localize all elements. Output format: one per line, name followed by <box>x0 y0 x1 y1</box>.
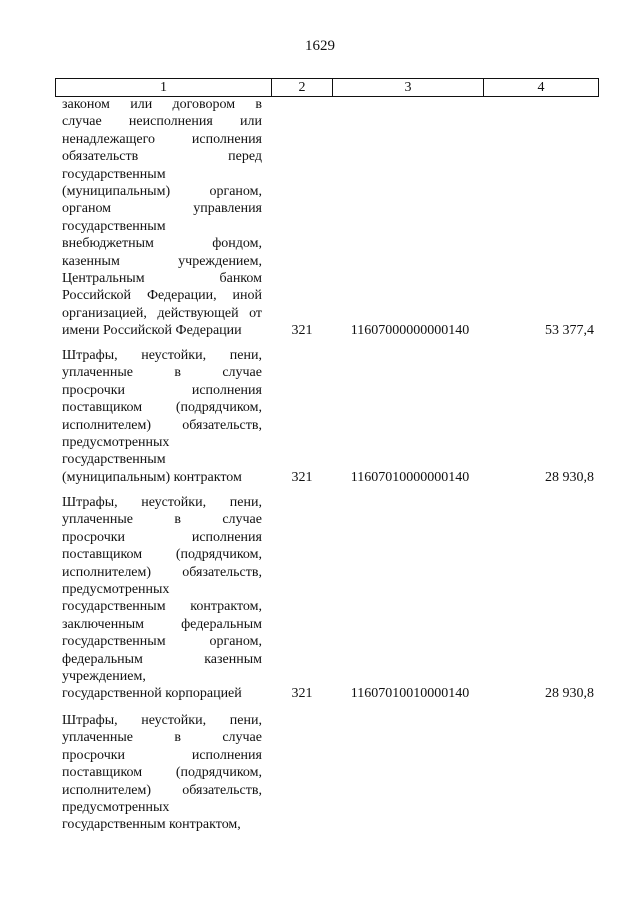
description-line: учреждением, <box>62 668 146 684</box>
description-line: внебюджетным фондом, <box>62 236 262 252</box>
description-line: поставщиком (подрядчиком, <box>62 547 262 563</box>
row-description <box>62 712 262 834</box>
kbk-code-cell: 11607000000000140 <box>350 323 470 339</box>
description-line: государственным <box>62 166 166 182</box>
description-line: Российской Федерации, иной <box>62 288 262 304</box>
kbk-code-cell: 11607010000000140 <box>350 469 470 485</box>
description-line: государственным контрактом, <box>62 599 262 615</box>
description-line: уплаченные в случае <box>62 730 262 746</box>
description-line: государственным <box>62 218 166 234</box>
description-line: поставщиком (подрядчиком, <box>62 765 262 781</box>
description-line: федеральным казенным <box>62 651 262 667</box>
row-description <box>62 494 262 703</box>
description-line: ненадлежащего исполнения <box>62 131 262 147</box>
row-description <box>62 96 262 339</box>
description-line: Штрафы, неустойки, пени, <box>62 495 262 510</box>
description-line: Штрафы, неустойки, пени, <box>62 713 262 728</box>
admin-code-cell: 321 <box>291 469 313 485</box>
column-header-3: 3 <box>333 79 484 97</box>
column-header-2: 2 <box>272 79 333 97</box>
description-line: государственным <box>62 452 166 468</box>
description-line: имени Российской Федерации <box>62 323 242 339</box>
description-line: Центральным банком <box>62 270 262 286</box>
admin-code-cell: 321 <box>291 686 313 702</box>
description-line: исполнителем) обязательств, <box>62 417 262 433</box>
description-line: государственным органом, <box>62 634 262 650</box>
description-line: просрочки исполнения <box>62 747 262 763</box>
description-line: (муниципальным) контрактом <box>62 469 242 485</box>
description-line: поставщиком (подрядчиком, <box>62 400 262 416</box>
admin-code-cell: 321 <box>291 323 313 339</box>
amount-cell: 53 377,4 <box>545 323 594 339</box>
description-line: предусмотренных <box>62 799 170 815</box>
description-line: законом или договором в <box>62 97 262 112</box>
description-line: исполнителем) обязательств, <box>62 564 262 580</box>
description-line: уплаченные в случае <box>62 512 262 528</box>
description-line: органом управления <box>62 201 262 217</box>
column-header-1: 1 <box>56 79 272 97</box>
description-line: организацией, действующей от <box>62 305 262 321</box>
description-line: (муниципальным) органом, <box>62 183 262 199</box>
description-line: предусмотренных <box>62 434 170 450</box>
description-line: обязательств перед <box>62 149 262 165</box>
kbk-code-cell: 11607010010000140 <box>350 686 470 702</box>
amount-cell: 28 930,8 <box>545 686 594 702</box>
column-header-4: 4 <box>484 79 599 97</box>
description-line: Штрафы, неустойки, пени, <box>62 348 262 363</box>
description-line: предусмотренных <box>62 581 170 597</box>
row-description <box>62 347 262 486</box>
amount-cell: 28 930,8 <box>545 469 594 485</box>
description-line: просрочки исполнения <box>62 382 262 398</box>
description-line: государственным контрактом, <box>62 817 241 833</box>
page-number: 1629 <box>305 38 335 54</box>
description-line: просрочки исполнения <box>62 529 262 545</box>
description-line: исполнителем) обязательств, <box>62 782 262 798</box>
description-line: государственной корпорацией <box>62 686 242 702</box>
description-line: казенным учреждением, <box>62 253 262 269</box>
description-line: случае неисполнения или <box>62 114 262 130</box>
description-line: уплаченные в случае <box>62 365 262 381</box>
description-line: заключенным федеральным <box>62 616 262 632</box>
